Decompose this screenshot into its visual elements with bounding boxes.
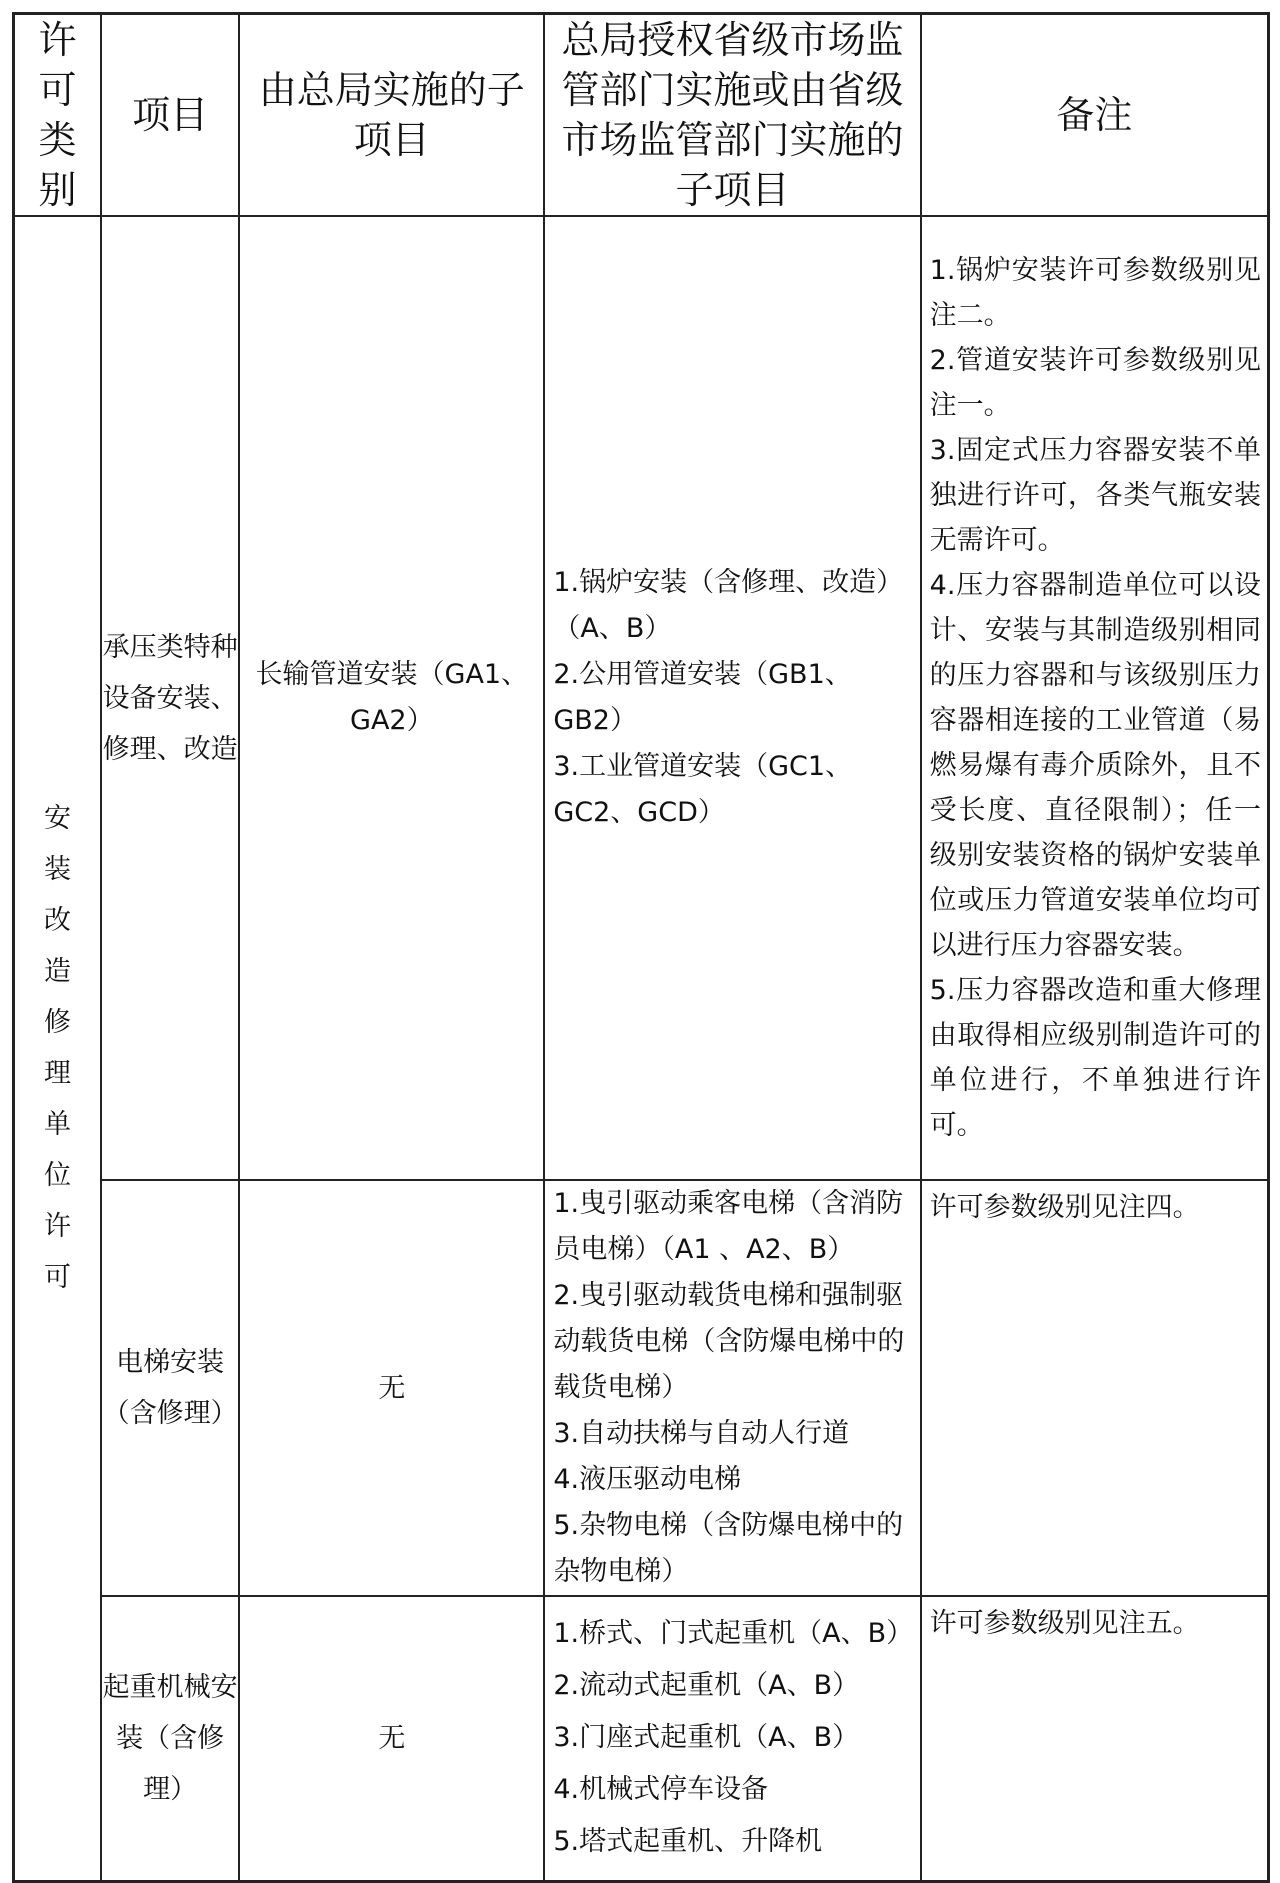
item-cell: 起重机械安装（含修理） [101,1596,239,1881]
list-item: 1.桥式、门式起重机（A、B） [553,1618,914,1650]
list-item: 2.曳引驱动载货电梯和强制驱动载货电梯（含防爆电梯中的载货电梯） [553,1280,905,1403]
note-item: 4.压力容器制造单位可以设计、安装与其制造级别相同的压力容器和与该级别压力容器相连接的工业管道（易燃易爆有毒介质除外，且不受长度、直径限制）；任一级别安装资格的锅炉安装单位或压力管道安装单位均可以进行压力容器安装。 [929,570,1261,961]
list-item: 3.门座式起重机（A、B） [553,1722,860,1754]
hq-subitem-cell: 长输管道安装（GA1、GA2） [239,216,544,1180]
hq-subitem-cell: 无 [239,1596,544,1881]
list-item: 1.曳引驱动乘客电梯（含消防员电梯）（A1 、A2、B） [553,1188,904,1265]
header-category: 许可类别 [14,14,101,217]
notes-cell [921,216,1269,1180]
province-subitem-cell [544,216,920,1180]
header-row [14,14,1269,217]
list-item: 3.自动扶梯与自动人行道 [553,1418,850,1449]
table-row [14,216,1269,1180]
header-hq-subitems: 由总局实施的子项目 [239,14,544,217]
table-row [14,1596,1269,1881]
list-item: 5.塔式起重机、升降机 [553,1826,823,1858]
note-item: 5.压力容器改造和重大修理由取得相应级别制造许可的单位进行，不单独进行许可。 [929,975,1261,1141]
note-item: 1.锅炉安装许可参数级别见注二。 [929,255,1261,331]
category-cell: 安装改造修理单位许可 [14,216,101,1881]
list-item: 2.公用管道安装（GB1、GB2） [553,659,852,736]
list-item: 4.机械式停车设备 [553,1774,769,1806]
list-item: 5.杂物电梯（含防爆电梯中的杂物电梯） [553,1510,904,1587]
note-item: 许可参数级别见注五。 [929,1608,1200,1639]
province-subitem-cell [544,1180,920,1596]
note-item: 3.固定式压力容器安装不单独进行许可，各类气瓶安装无需许可。 [929,435,1261,556]
item-cell: 电梯安装（含修理） [101,1180,239,1596]
list-item: 4.液压驱动电梯 [553,1464,742,1495]
list-item: 3.工业管道安装（GC1、GC2、GCD） [553,751,853,828]
note-item: 2.管道安装许可参数级别见注一。 [929,345,1261,421]
header-province-subitems: 总局授权省级市场监管部门实施或由省级市场监管部门实施的子项目 [544,14,920,217]
item-cell: 承压类特种设备安装、修理、改造 [101,216,239,1180]
notes-cell [921,1596,1269,1881]
list-item: 1.锅炉安装（含修理、改造）（A、B） [553,567,904,644]
header-item: 项目 [101,14,239,217]
list-item: 2.流动式起重机（A、B） [553,1670,860,1702]
hq-subitem-cell: 无 [239,1180,544,1596]
note-item: 许可参数级别见注四。 [929,1192,1200,1223]
province-subitem-cell [544,1596,920,1881]
header-notes: 备注 [921,14,1269,217]
table-row [14,1180,1269,1596]
permit-table [12,12,1270,1883]
notes-cell [921,1180,1269,1596]
